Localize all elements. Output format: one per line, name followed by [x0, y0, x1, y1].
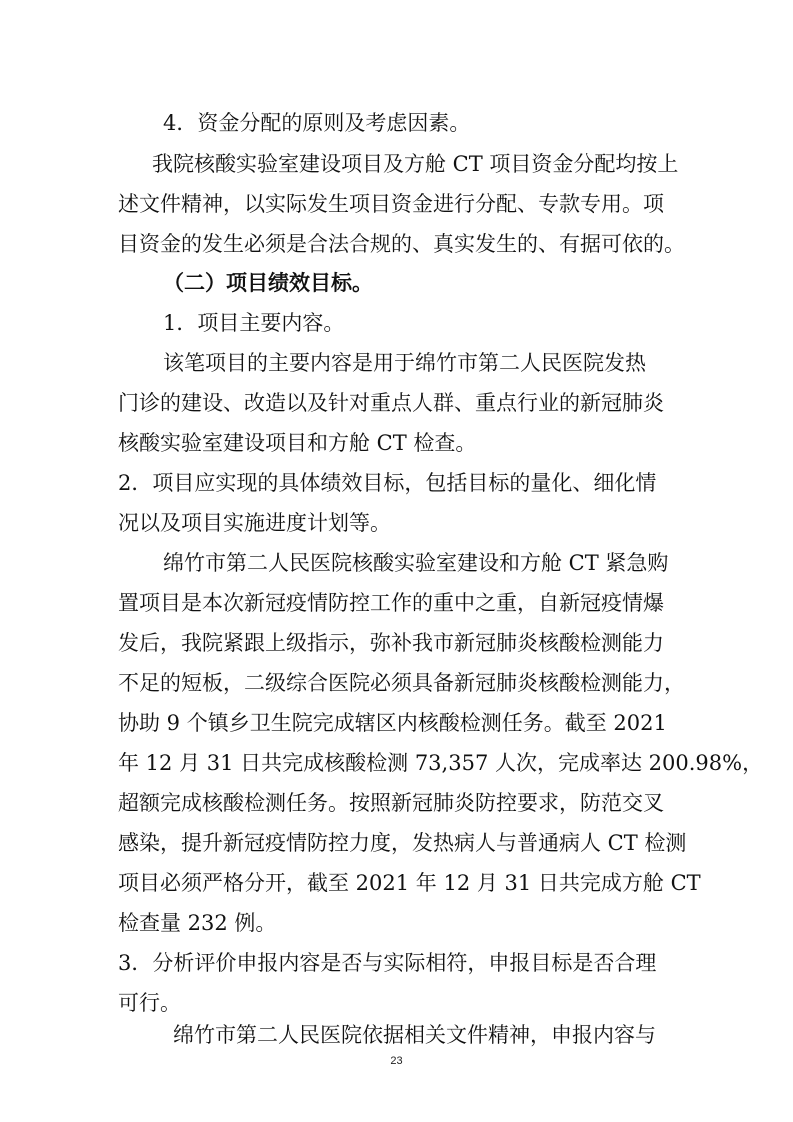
heading-3-evaluation: 3．分析评价申报内容是否与实际相符，申报目标是否合理 [118, 951, 657, 975]
paragraph-line: 述文件精神，以实际发生项目资金进行分配、专款专用。项 [118, 192, 664, 216]
paragraph-line: 感染，提升新冠疫情防控力度，发热病人与普通病人 CT 检测 [118, 831, 687, 855]
paragraph-line: 检查量 232 例。 [118, 911, 277, 935]
heading-1-main-content: 1．项目主要内容。 [163, 311, 345, 335]
page-number: 23 [390, 1055, 403, 1067]
paragraph-line: 可行。 [118, 991, 181, 1015]
paragraph-line: 发后，我院紧跟上级指示，弥补我市新冠肺炎核酸检测能力 [118, 631, 664, 655]
paragraph-line: 年 12 月 31 日共完成核酸检测 73,357 人次，完成率达 200.98%， [118, 751, 764, 775]
paragraph-line: 协助 9 个镇乡卫生院完成辖区内核酸检测任务。截至 2021 [118, 711, 667, 735]
paragraph-line: 绵竹市第二人民医院依据相关文件精神，申报内容与 [173, 1023, 656, 1047]
paragraph-line: 该笔项目的主要内容是用于绵竹市第二人民医院发热 [163, 351, 646, 375]
heading-4-fund-allocation: 4．资金分配的原则及考虑因素。 [163, 111, 471, 135]
heading-2-specific-goals: 2．项目应实现的具体绩效目标，包括目标的量化、细化情 [118, 471, 657, 495]
paragraph-line: 况以及项目实施进度计划等。 [118, 511, 391, 535]
paragraph-line: 目资金的发生必须是合法合规的、真实发生的、有据可依的。 [118, 232, 685, 256]
paragraph-line: 置项目是本次新冠疫情防控工作的重中之重，自新冠疫情爆 [118, 591, 664, 615]
section-heading-performance-goals: （二）项目绩效目标。 [163, 271, 373, 295]
paragraph-line: 不足的短板，二级综合医院必须具备新冠肺炎核酸检测能力， [118, 671, 685, 695]
paragraph-line: 项目必须严格分开，截至 2021 年 12 月 31 日共完成方舱 CT [118, 871, 701, 895]
paragraph-line: 核酸实验室建设项目和方舱 CT 检查。 [118, 431, 477, 455]
paragraph-line: 门诊的建设、改造以及针对重点人群、重点行业的新冠肺炎 [118, 391, 664, 415]
paragraph-line: 绵竹市第二人民医院核酸实验室建设和方舱 CT 紧急购 [163, 551, 669, 575]
paragraph-line: 我院核酸实验室建设项目及方舱 CT 项目资金分配均按上 [152, 152, 679, 176]
paragraph-line: 超额完成核酸检测任务。按照新冠肺炎防控要求，防范交叉 [118, 791, 664, 815]
